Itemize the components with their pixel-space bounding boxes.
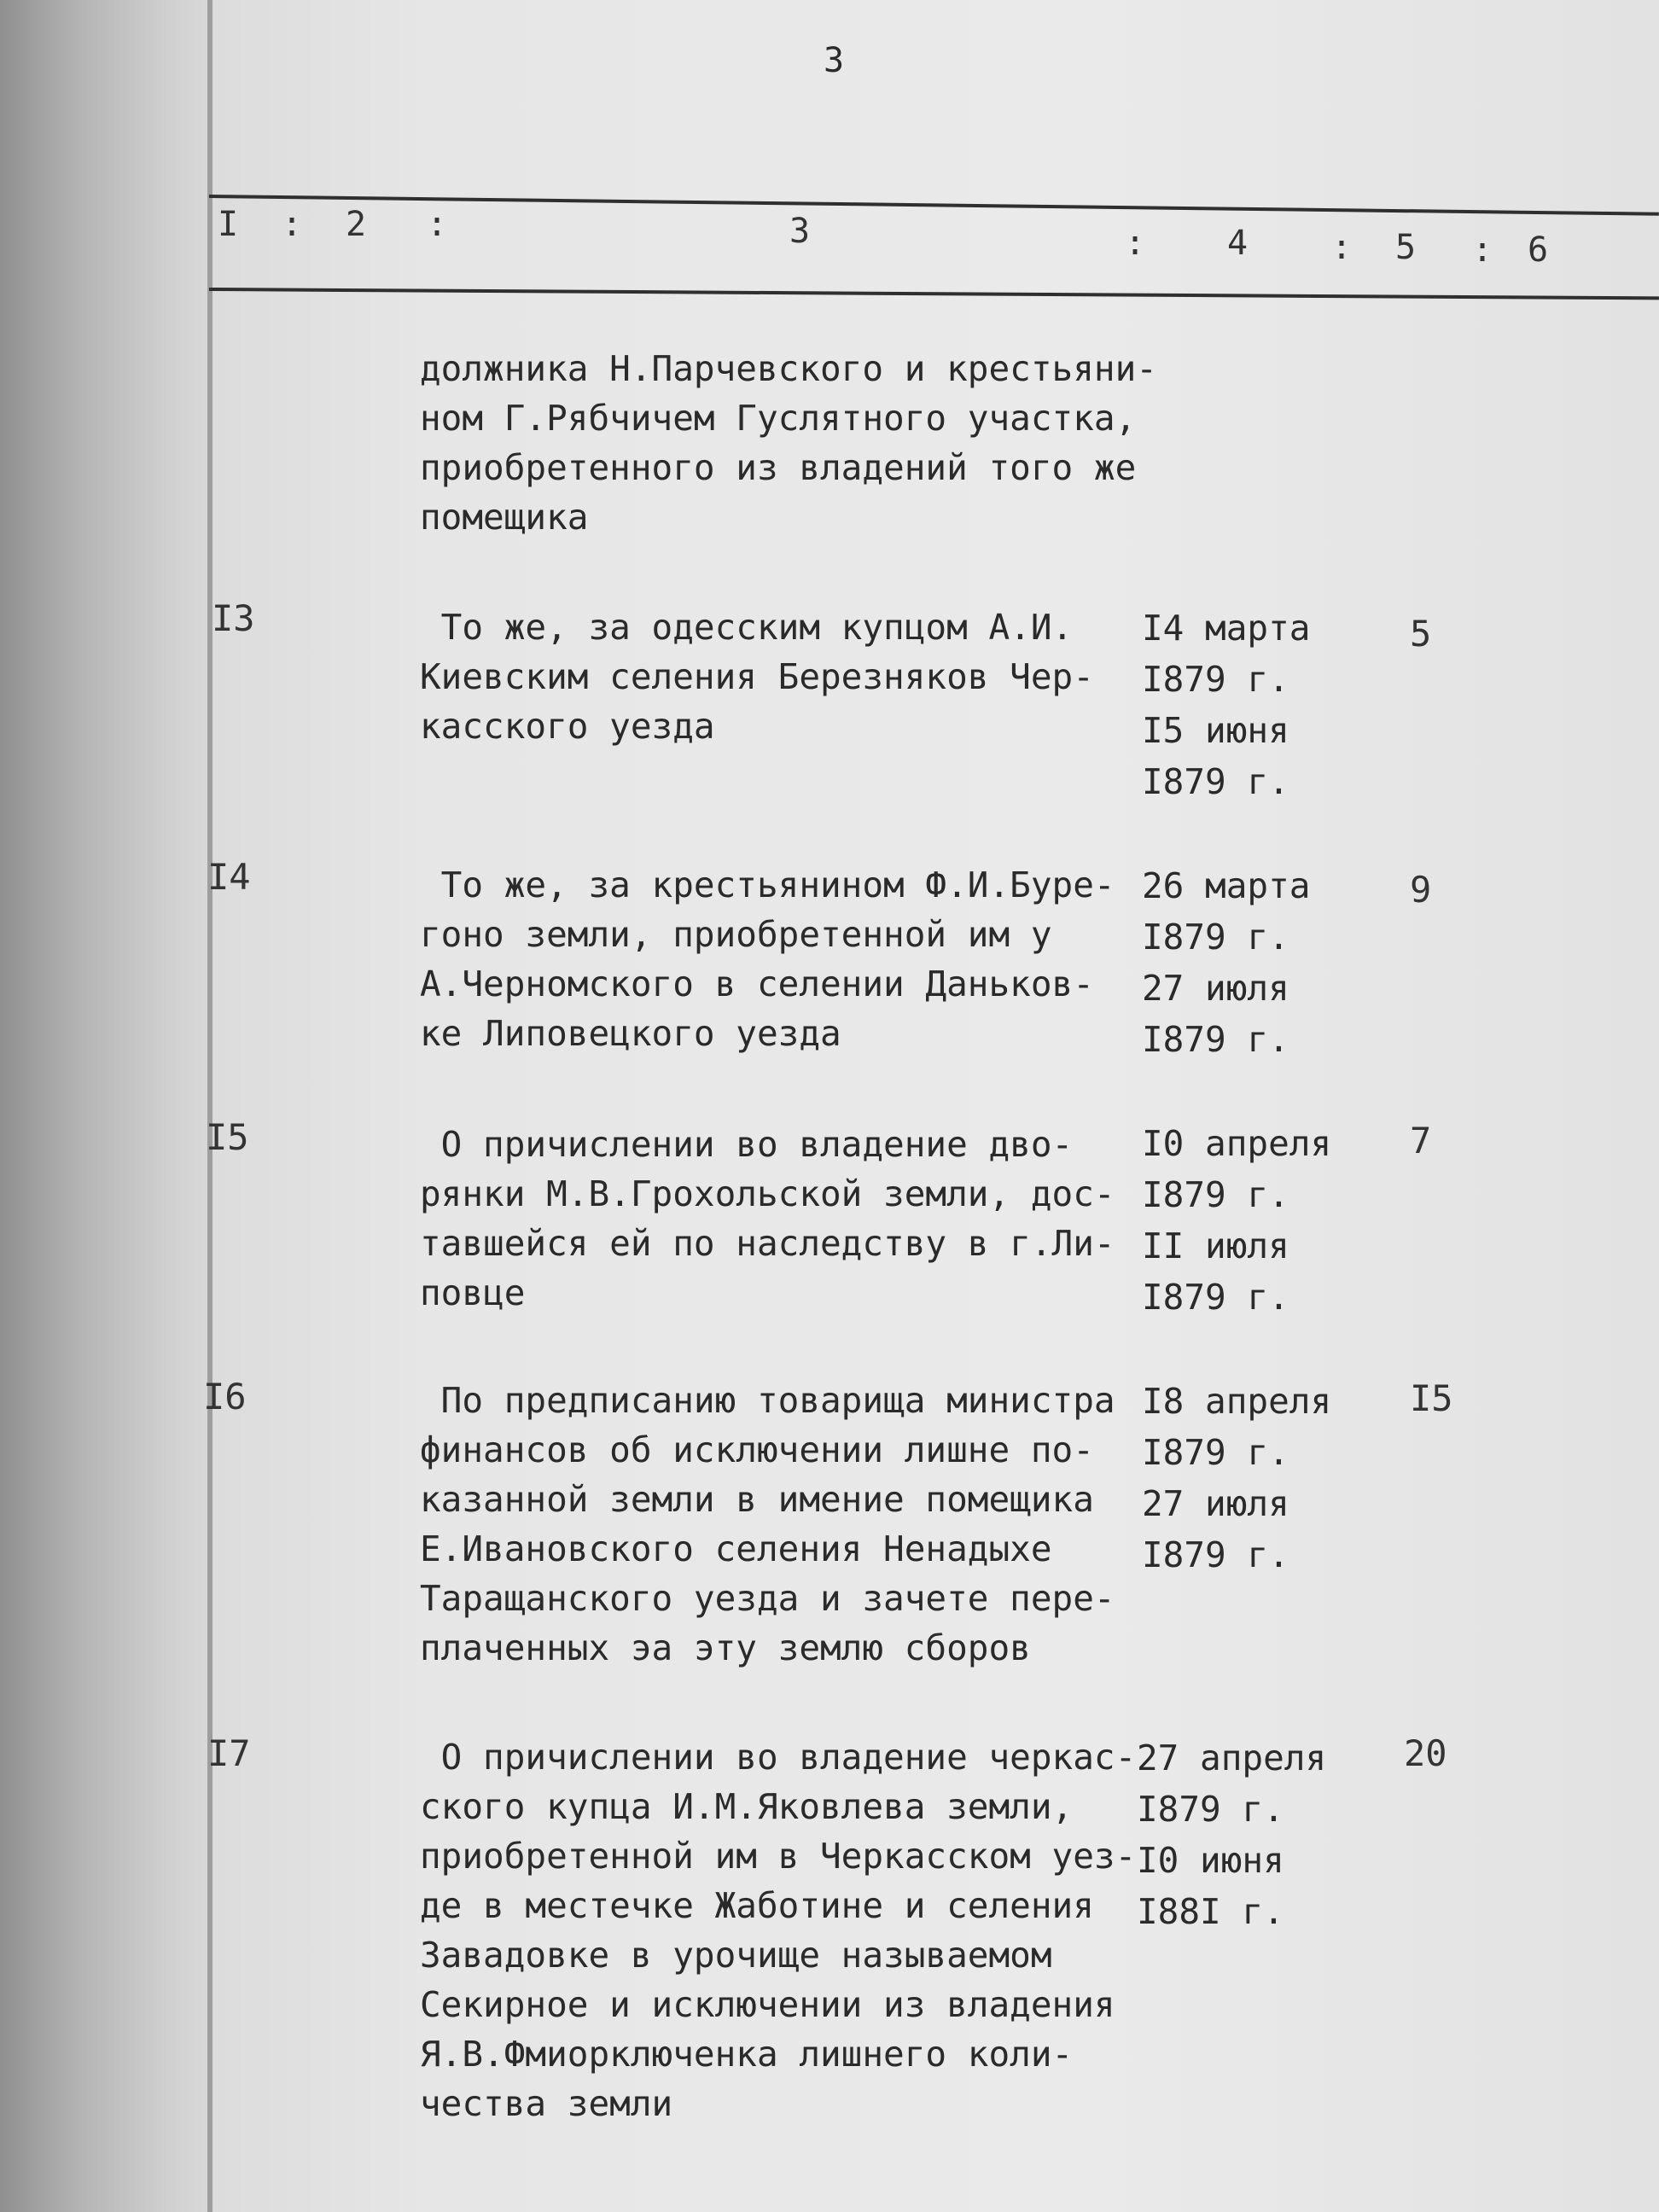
description-line: чества земли <box>420 2083 673 2124</box>
entry-sheet-count: 5 <box>1410 613 1432 655</box>
date-end: II июля <box>1142 1225 1289 1266</box>
description-line: О причислении во владение дво- <box>420 1124 1074 1165</box>
column-separator: : <box>1331 228 1353 267</box>
column-separator: : <box>1472 230 1493 270</box>
description-line: гоно земли, приобретенной им у <box>420 914 1052 955</box>
date-start: I0 апреля <box>1142 1123 1332 1164</box>
description-line: плаченных эа эту землю сборов <box>420 1627 1031 1668</box>
description-line: должника Н.Парчевского и крестьяни- <box>420 348 1157 389</box>
description-line: Е.Ивановского селения Ненадыхе <box>420 1528 1052 1569</box>
entry-dates <box>1142 1376 1347 1580</box>
description-line: касского уезда <box>420 706 715 747</box>
date-start-year: I879 г. <box>1142 1174 1289 1215</box>
description-line: ского купца И.М.Яковлева земли, <box>420 1786 1074 1827</box>
description-line: повце <box>420 1272 526 1313</box>
date-end-year: I879 г. <box>1142 1277 1289 1318</box>
entry-description <box>420 1732 1154 2128</box>
description-line: казанной земли в имение помещика <box>420 1479 1094 1520</box>
date-start-year: I879 г. <box>1142 1432 1289 1473</box>
description-line: приобретенной им в Черкасском уез- <box>420 1836 1137 1877</box>
date-start-year: I879 г. <box>1142 659 1289 700</box>
page-number: 3 <box>824 41 845 80</box>
date-start-year: I879 г. <box>1137 1789 1284 1830</box>
description-line: ном Г.Рябчичем Гуслятного участка, <box>420 398 1137 439</box>
column-header-6: 6 <box>1528 230 1549 270</box>
entry-number: I4 <box>207 856 251 898</box>
description-line: финансов об исключении лишне по- <box>420 1429 1094 1470</box>
column-header-4: 4 <box>1227 224 1249 263</box>
entry-dates <box>1137 1732 1342 1937</box>
description-line: Секирное и исключении из владения <box>420 1984 1115 2025</box>
date-end: 27 июля <box>1142 1483 1289 1524</box>
entry-dates <box>1142 860 1347 1065</box>
date-start: 27 апреля <box>1137 1738 1327 1778</box>
description-line: О причислении во владение черкас- <box>420 1737 1137 1778</box>
column-separator: : <box>1125 224 1146 263</box>
entry-number: I7 <box>207 1732 251 1774</box>
entry-description <box>420 1120 1154 1318</box>
description-line: А.Черномского в селении Даньков- <box>420 963 1094 1004</box>
date-end: I0 июня <box>1137 1840 1284 1881</box>
entry-description <box>420 602 1154 751</box>
entry-sheet-count: 20 <box>1404 1732 1447 1774</box>
description-line: Таращанского уезда и зачете пере- <box>420 1578 1115 1619</box>
entry-dates <box>1142 602 1347 807</box>
entry-number: I6 <box>203 1376 247 1417</box>
description-line: ке Липовецкого уезда <box>420 1013 841 1054</box>
entry-number: I5 <box>206 1116 249 1158</box>
date-end: 27 июля <box>1142 968 1289 1009</box>
entry-sheet-count: I5 <box>1410 1377 1453 1419</box>
date-end-year: I879 г. <box>1142 1019 1289 1060</box>
entry-number: I3 <box>212 597 255 639</box>
column-header-2: 2 <box>346 205 367 244</box>
date-end-year: I88I г. <box>1137 1891 1284 1932</box>
date-start: I8 апреля <box>1142 1381 1332 1422</box>
column-header-1: I <box>218 205 239 244</box>
description-line: Я.В.Фмиорключенка лишнего коли- <box>420 2034 1074 2075</box>
date-end-year: I879 г. <box>1142 761 1289 802</box>
description-line: То же, за крестьянином Ф.И.Буре- <box>420 864 1115 905</box>
entry-description <box>420 1376 1154 1673</box>
date-start-year: I879 г. <box>1142 917 1289 958</box>
description-line: То же, за одесским купцом А.И. <box>420 607 1074 648</box>
continuation-description <box>420 344 1157 542</box>
entry-description <box>420 860 1154 1058</box>
description-line: тавшейся ей по наследству в г.Ли- <box>420 1223 1115 1264</box>
date-end-year: I879 г. <box>1142 1534 1289 1575</box>
entry-sheet-count: 7 <box>1410 1120 1432 1161</box>
date-end: I5 июня <box>1142 710 1289 751</box>
description-line: де в местечке Жаботине и селения <box>420 1885 1094 1926</box>
description-line: Завадовке в урочище называемом <box>420 1935 1052 1976</box>
date-start: I4 марта <box>1142 608 1311 649</box>
description-line: Киевским селения Березняков Чер- <box>420 656 1094 697</box>
column-header-5: 5 <box>1395 228 1417 267</box>
column-separator: : <box>427 205 448 244</box>
left-page-shadow <box>0 0 209 2212</box>
description-line: приобретенного из владений того же <box>420 447 1137 488</box>
description-line: рянки М.В.Грохольской земли, дос- <box>420 1173 1115 1214</box>
description-line: По предписанию товарища министра <box>420 1380 1115 1421</box>
entry-dates <box>1142 1118 1347 1323</box>
column-separator: : <box>282 205 303 244</box>
entry-sheet-count: 9 <box>1410 869 1432 911</box>
column-header-3: 3 <box>789 212 811 251</box>
date-start: 26 марта <box>1142 865 1311 906</box>
description-line: помещика <box>420 497 589 538</box>
